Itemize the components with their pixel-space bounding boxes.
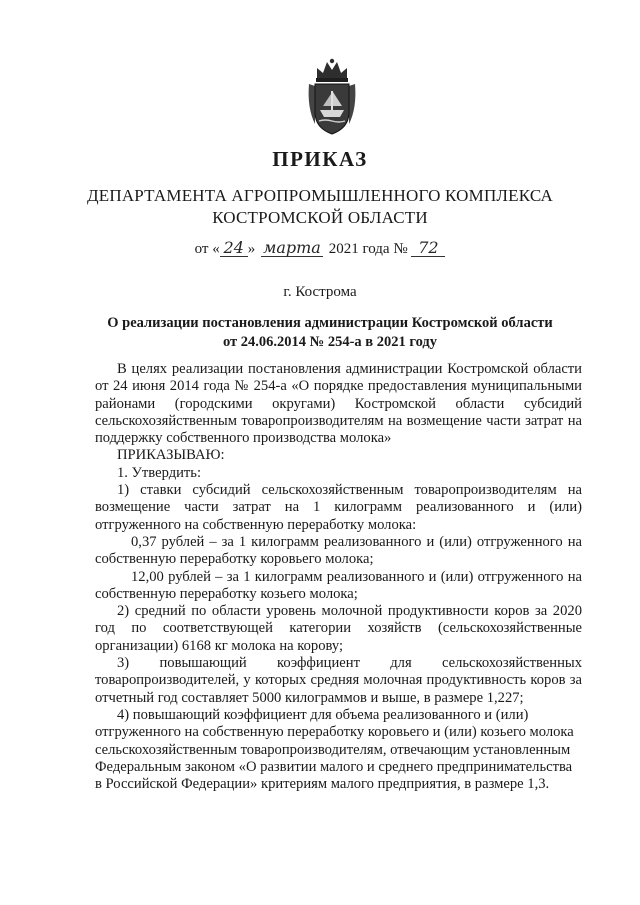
rate-cow-milk: 0,37 рублей – за 1 килограмм реализованного и (или) отгруженного на собственную переработку коровьего молока;: [95, 533, 582, 568]
item-4: 4) повышающий коэффициент для объема реализованного и (или) отгруженного на собственную переработку коровьего и (или) козьего молока сельскохозяйственным товаропроизводителям, отвечающим установленным Федеральным законом «О развитии малого и среднего предпринимательства в Российской Федерации» критериям малого предприятия, в размере 1,3.: [95, 706, 574, 793]
item-1: 1. Утвердить:: [117, 464, 202, 481]
preamble-paragraph: В целях реализации постановления администрации Костромской области от 24 июня 2014 года № 254-а «О порядке предоставления муниципальными районами (городскими округами) Костромской области субсидий сельскохозяйственным товаропроизводителям на возмещение части затрат на поддержку собственного производства молока»: [95, 361, 582, 447]
handwritten-order-number: 72: [411, 240, 445, 257]
item-3: 3) повышающий коэффициент для сельскохозяйственных товаропроизводителей, у которых средняя молочная продуктивность коров за отчетный год составляет 5000 килограммов и выше, в размере 1,227;: [95, 655, 582, 706]
item-2: 2) средний по области уровень молочной продуктивности коров за 2020 год по соответствующей категории хозяйств (сельскохозяйственные организации) 6168 кг молока на корову;: [95, 603, 582, 654]
dateline-year: 2021 года №: [328, 241, 408, 257]
dateline-prefix: от «: [194, 241, 220, 257]
order-word: ПРИКАЗЫВАЮ:: [117, 447, 225, 464]
department-name-line2: КОСТРОМСКОЙ ОБЛАСТИ: [212, 208, 428, 227]
kostroma-coat-of-arms-icon: [305, 58, 359, 136]
order-dateline: [0, 240, 640, 258]
handwritten-month: марта: [261, 240, 323, 257]
subject-line2: от 24.06.2014 № 254-а в 2021 году: [222, 334, 438, 350]
document-title: ПРИКАЗ: [272, 147, 368, 171]
subject-line1: О реализации постановления администрации Костромской области: [107, 315, 553, 331]
issue-city: г. Кострома: [283, 284, 357, 300]
department-name-line1: ДЕПАРТАМЕНТА АГРОПРОМЫШЛЕННОГО КОМПЛЕКСА: [86, 186, 554, 205]
rate-goat-milk: 12,00 рублей – за 1 килограмм реализованного и (или) отгруженного на собственную переработку козьего молока;: [95, 568, 582, 602]
item-1-subitem-1: 1) ставки субсидий сельскохозяйственным товаропроизводителям на возмещение части затрат на 1 килограмм реализованного и (или) отгруженного на собственную переработку молока:: [95, 482, 582, 533]
dateline-quote-close: »: [247, 241, 256, 257]
order-body: [95, 361, 582, 793]
handwritten-day: 24: [220, 240, 248, 257]
